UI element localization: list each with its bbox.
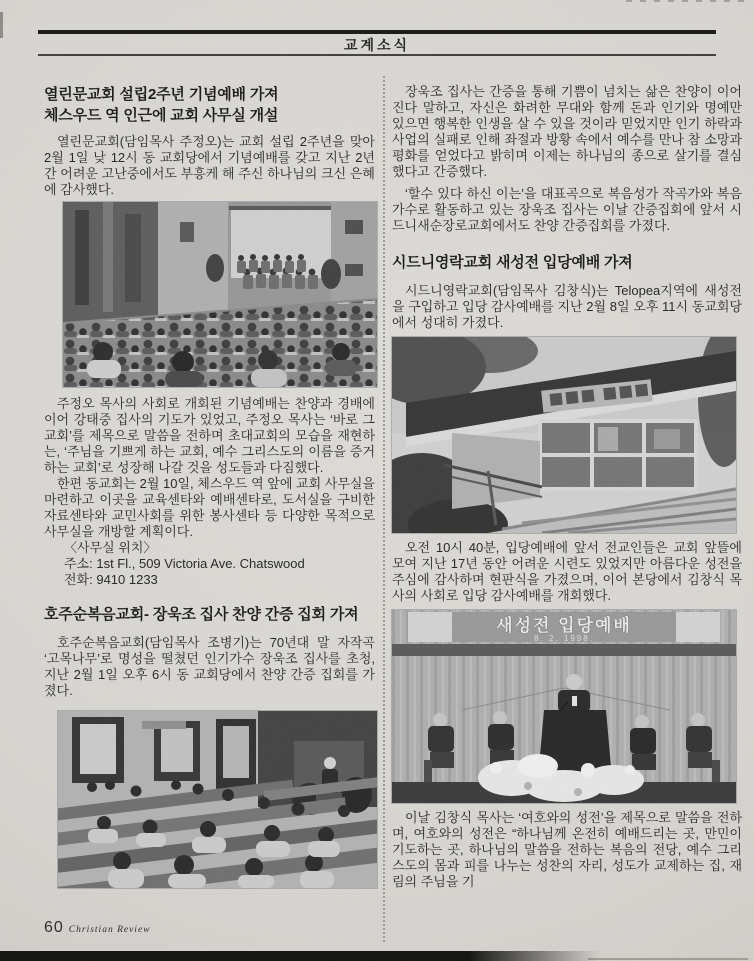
article3-paragraph-3: 이날 김창식 목사는 ‘여호와의 성전’을 제목으로 말씀을 전하며, 여호와의 성전은 “하나님께 온전히 예배드리는 곳, 만민이 기도하는 곳, 하나님의 말씀을 전하는 복음의 전당, 예수 그리스도의 몸과 피를 나누는 성찬의 자리, 성도가 교제하는 집, 재림의 주님을 기 [392,810,742,889]
article1-headline [44,84,375,126]
office-phone: 전화: 9410 1233 [64,572,158,587]
photo-dedication-service [392,610,736,803]
photo-anniversary-service [63,202,377,387]
article1-paragraph-1: 열린문교회(담임목사 주정오)는 교회 설립 2주년을 맞아 2월 1일 낮 12시 동 교회당에서 기념예배를 갖고 지난 2년간 어려운 고난중에서도 부흥케 해 주신 하나님의 크신 은혜에 감사했다. [44,134,375,197]
article1-paragraph-2: 주정오 목사의 사회로 개회된 기념예배는 찬양과 경배에 이어 강태중 집사의 기도가 있었고, 주정오 목사는 ‘바로 그 교회’를 제목으로 말씀을 전하며 초대교회의 모습을 재현하는, ‘주님을 기쁘게 하는 교회, 예수 그리스도의 이름을 증거하는 교회’로 성장해 나갈 것을 성도들과 다짐했다. [44,396,375,475]
left-column [44,84,375,888]
scan-artifact-bottom-right [588,958,748,960]
article3-headline: 시드니영락교회 새성전 입당예배 가져 [392,254,633,271]
page-footer [44,919,151,937]
article2-paragraph-1: 호주순복음교회(담임목사 조병기)는 70년대 말 자작곡 ‘고목나무’로 명성을 떨쳤던 인기가수 장욱조 집사를 초청, 지난 2월 1일 오후 6시 동 교회당에서 찬양 간증 집회를 가졌다. [44,635,375,698]
banner-date: 8. 2. 1998. [534,634,594,643]
article1-headline-line1: 열린문교회 설립2주년 기념예배 가져 [44,86,279,103]
scan-artifact-bottom-bar [0,951,600,961]
article1-headline-line2: 체스우드 역 인근에 교회 사무실 개설 [44,107,279,124]
header-rule-top [38,30,716,34]
scan-artifact-top [626,0,746,2]
column-divider [383,76,385,942]
office-address: 주소: 1st Fl., 509 Victoria Ave. Chatswood [64,556,305,571]
magazine-name: Christian Review [68,925,151,935]
article3-paragraph-1: 시드니영락교회(담임목사 김창식)는 Telopea지역에 새성전을 구입하고 입당 감사예배를 지난 2월 8일 오후 11시 동교회당에서 성대히 가졌다. [392,283,742,330]
photo-praise-meeting [58,711,377,888]
page-number: 60 [44,919,64,936]
right-column [392,84,742,890]
article1-paragraph-3: 한편 동교회는 2월 10일, 체스우드 역 앞에 교회 사무실을 마련하고 이곳을 교육센타와 예배센타로, 도서실을 구비한 자료센타와 교민사회를 위한 봉사센타 등 다양한 목적으로 사무실을 개방할 계획이다. [44,476,375,539]
banner-title: 새성전 입당예배 [496,616,632,635]
article2-headline: 호주순복음교회- 장욱조 집사 찬양 간증 집회 가져 [44,606,359,623]
article2-paragraph-2: 장욱조 집사는 간증을 통해 기쁨이 넘치는 삶은 찬양이 이어진다 말하고, 자신은 화려한 무대와 함께 돈과 인기와 명예만 있으면 행복한 인생을 살 수 있을 것이라 믿었지만 인기 하락과 사업의 실패로 인해 좌절과 방황 속에서 예수를 만나 참 소망과 평화를 얻었다고 밝히며 이제는 하나님의 종으로 살기를 결심했다고 간증했다. [392,84,742,179]
photo-new-sanctuary-building [392,337,736,533]
article2-paragraph-3: ‘할수 있다 하신 이는’을 대표곡으로 복음성가 작곡가와 복음 가수로 활동하고 있는 장욱조 집사는 이날 간증집회에 앞서 시드니새순장로교회에서도 찬양 간증집회를 가졌다. [392,186,742,233]
scan-artifact-left [0,12,3,38]
header-rule-bottom [38,54,716,56]
article3-paragraph-2: 오전 10시 40분, 입당예배에 앞서 전교인들은 교회 앞뜰에 모여 지난 17년 동안 어려운 시련도 있었지만 아름다운 성전을 주심에 감사하며 현판식을 가졌으며, 이어 본당에서 김창식 목사의 사회로 입당 감사예배를 개회했다. [392,540,742,603]
section-header: 교계소식 [343,37,411,53]
office-location-label: 〈사무실 위치〉 [64,540,157,555]
